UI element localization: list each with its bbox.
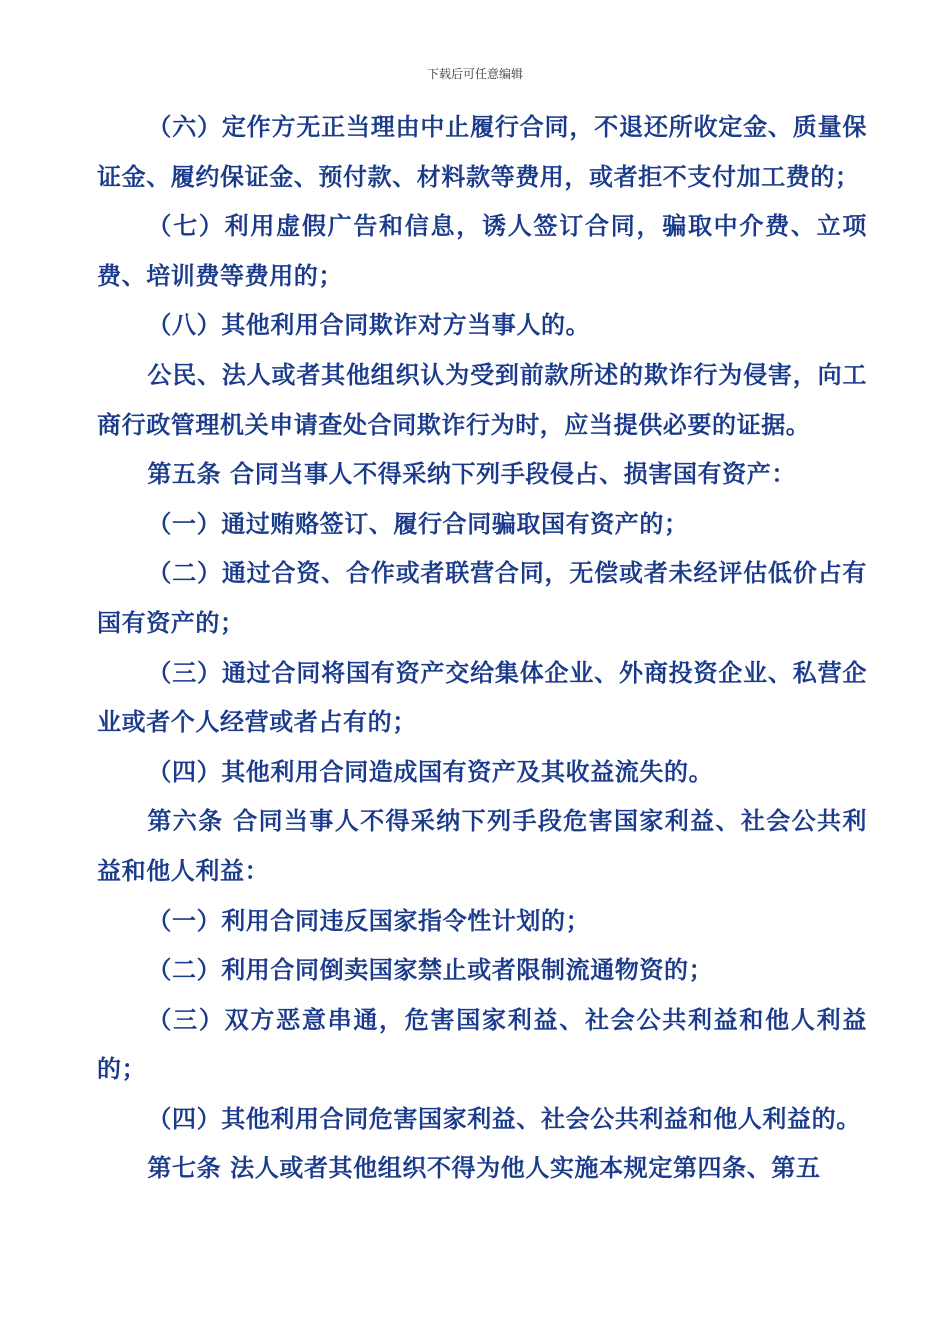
paragraph: （七）利用虚假广告和信息，诱人签订合同，骗取中介费、立项费、培训费等费用的；: [97, 211, 867, 290]
article-heading-5: 第五条 合同当事人不得采纳下列手段侵占、损害国有资产：: [147, 459, 796, 489]
paragraph: （一）利用合同违反国家指令性计划的；: [147, 905, 591, 935]
paragraph: （二）通过合资、合作或者联营合同，无偿或者未经评估低价占有国有资产的；: [97, 558, 867, 637]
paragraph: （一）通过贿赂签订、履行合同骗取国有资产的；: [147, 508, 689, 538]
paragraph: （八）其他利用合同欺诈对方当事人的。: [147, 310, 591, 340]
paragraph: （二）利用合同倒卖国家禁止或者限制流通物资的；: [147, 955, 714, 985]
paragraph: （三）通过合同将国有资产交给集体企业、外商投资企业、私营企业或者个人经营或者占有的；: [97, 657, 867, 737]
paragraph: （六）定作方无正当理由中止履行合同，不退还所收定金、质量保证金、履约保证金、预付款、材料款等费用，或者拒不支付加工费的；: [97, 112, 867, 191]
article-heading-7: 第七条 法人或者其他组织不得为他人实施本规定第四条、第五: [147, 1153, 821, 1183]
document-body: [97, 102, 867, 1193]
page-header: 下载后可任意编辑: [426, 67, 523, 81]
paragraph: （三）双方恶意串通，危害国家利益、社会公共利益和他人利益的；: [97, 1004, 867, 1084]
article-heading-6: 第六条 合同当事人不得采纳下列手段危害国家利益、社会公共利益和他人利益：: [97, 806, 867, 885]
paragraph: （四）其他利用合同造成国有资产及其收益流失的。: [147, 756, 714, 786]
paragraph: （四）其他利用合同危害国家利益、社会公共利益和他人利益的。: [147, 1103, 861, 1133]
paragraph: 公民、法人或者其他组织认为受到前款所述的欺诈行为侵害，向工商行政管理机关申请查处合同欺诈行为时，应当提供必要的证据。: [97, 359, 867, 439]
